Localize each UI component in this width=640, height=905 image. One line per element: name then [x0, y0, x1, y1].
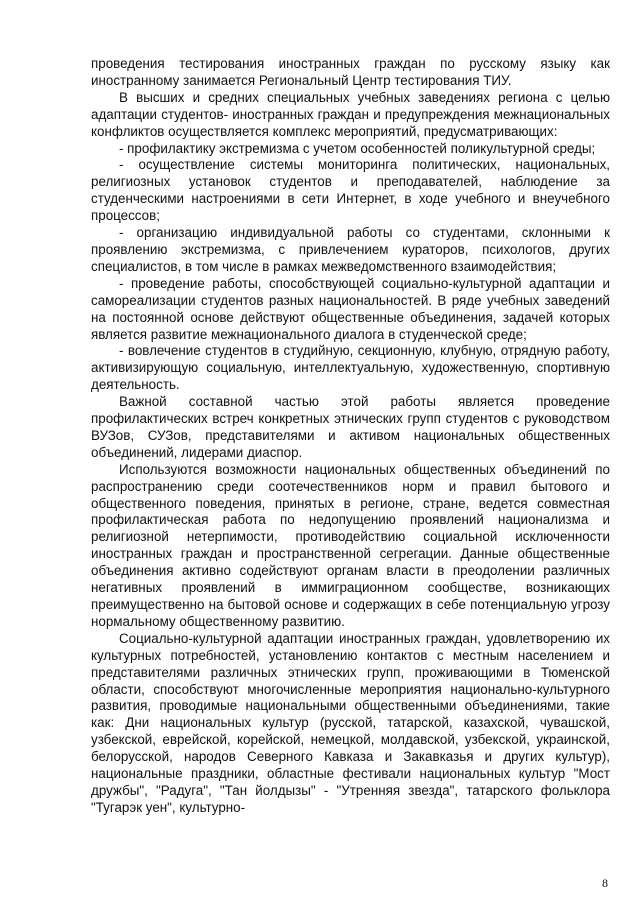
list-item-3: - организацию индивидуальной работы со студентами, склонными к проявлению экстремизма, с привлечением кураторов, психологов, других специалистов, в том числе в рамках межведомственного взаимодействия;	[91, 225, 610, 274]
paragraph-4: Используются возможности национальных общественных объединений по распространению среди соотечественников норм и правил бытового и общественного поведения, принятых в регионе, стране, ведется совместная профилактическая работа по недопущению проявлений национализма и религиозной нетерпимости, противодействию социальной исключенности иностранных граждан и пространственной сегрегации. Данные общественные объединения активно содействуют органам власти в преодолении различных негативных проявлений в иммиграционном сообществе, возникающих преимущественно на бытовой основе и содержащих в себе потенциальную угрозу нормальному общественному развитию.	[91, 461, 610, 629]
paragraph-5: Социально-культурной адаптации иностранных граждан, удовлетворению их культурных потребностей, установлению контактов с местным населением и представителями различных этнических групп, проживающими в Тюменской области, способствуют многочисленные мероприятия национально-культурного развития, проводимые национальными общественными объединениями, такие как: Дни национальных культур (русской, татарской, казахской, чувашской, узбекской, еврейской, корейской, немецкой, молдавской, узбекской, украинской, белорусской, народов Северного Кавказа и Закавказья и других культур), национальные праздники, областные фестивали национальных культур "Мост дружбы", "Радуга", "Тан йолдызы" - "Утренняя звезда", татарского фольклора "Тугарэк уен", культурно-	[91, 630, 610, 815]
list-item-4: - проведение работы, способствующей социально-культурной адаптации и самореализации студентов разных национальностей. В ряде учебных заведений на постоянной основе действуют общественные объединения, задачей которых является развитие межнационального диалога в студенческой среде;	[91, 275, 610, 342]
list-item-5: - вовлечение студентов в студийную, секционную, клубную, отрядную работу, активизирующую социальную, интеллектуальную, художественную, спортивную деятельность.	[91, 343, 610, 393]
body-text	[91, 56, 610, 817]
paragraph-3: Важной составной частью этой работы является проведение профилактических встреч конкретных этнических групп студентов с руководством ВУЗов, СУЗов, представителями и активом национальных общественных объединений, лидерами диаспор.	[91, 394, 610, 460]
page-number: 8	[602, 876, 608, 890]
list-item-1: - профилактику экстремизма с учетом особенностей поликультурной среды;	[119, 140, 596, 156]
paragraph-1: проведения тестирования иностранных граждан по русскому языку как иностранному занимается Региональный Центр тестирования ТИУ.	[91, 56, 610, 88]
paragraph-2: В высших и средних специальных учебных заведениях региона с целью адаптации студентов- иностранных граждан и предупреждения межнациональных конфликтов осуществляется комплекс мероприятий, предусматривающих:	[91, 89, 610, 139]
list-item-2: - осуществление системы мониторинга политических, национальных, религиозных установок студентов и преподавателей, наблюдение за студенческими настроениями в сети Интернет, в ходе учебного и внеучебного процессов;	[91, 157, 610, 224]
